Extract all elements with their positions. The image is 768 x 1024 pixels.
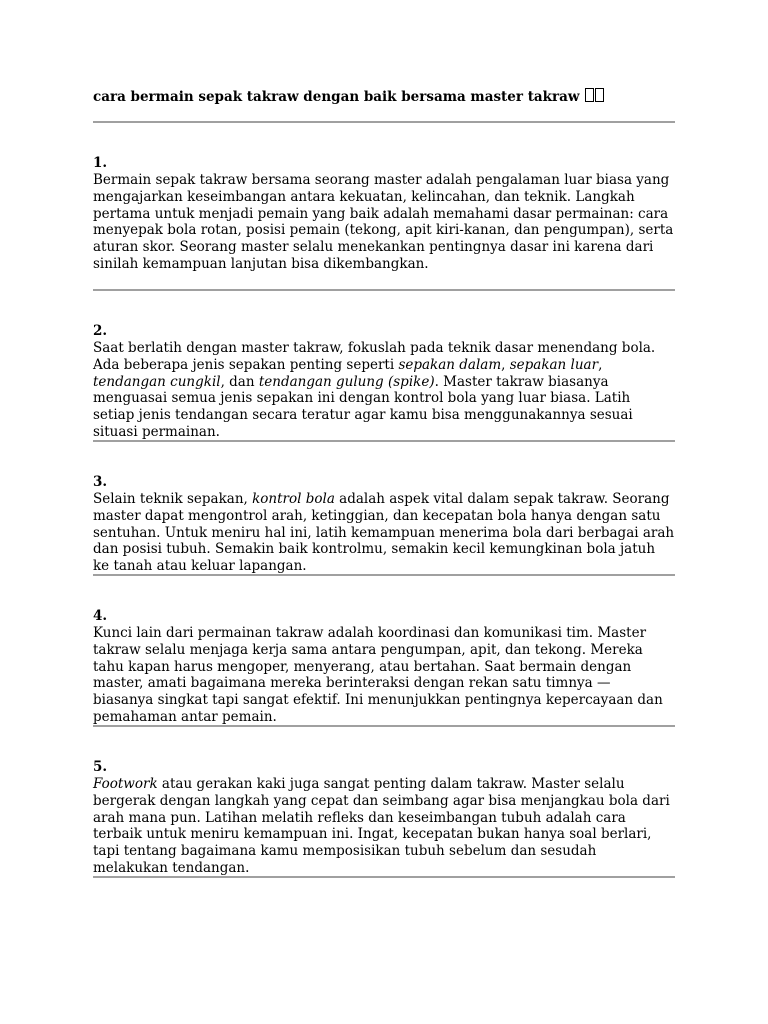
document-title (93, 88, 675, 106)
missing-glyph-box-icon (585, 88, 594, 102)
divider (93, 876, 675, 878)
text-run: . Master takraw biasanya menguasai semua jenis sepakan ini dengan kontrol bola yang luar biasa. Latih setiap jenis tendangan secara teratur agar kamu bisa menggunakannya sesuai situasi permainan. (93, 373, 633, 440)
text-run: , (501, 356, 510, 373)
divider (93, 440, 675, 442)
section-number: 4. (93, 608, 108, 624)
section-1 (93, 155, 675, 273)
section-text: Kunci lain dari permainan takraw adalah koordinasi dan komunikasi tim. Master takraw selalu menjaga kerja sama antara pengumpan, apit, dan tekong. Mereka tahu kapan harus mengoper, menyerang, atau bertahan. Saat bermain dengan master, amati bagaimana mereka berinteraksi dengan rekan satu timnya — biasanya singkat tapi sangat efektif. Ini menunjukkan pentingnya kepercayaan dan pemahaman antar pemain. (93, 625, 663, 725)
divider (93, 725, 675, 727)
divider (93, 121, 675, 123)
italic-term: tendangan gulung (spike) (258, 373, 435, 390)
missing-glyph-box-icon (595, 88, 604, 102)
section-number: 3. (93, 474, 108, 490)
text-run: , (598, 356, 603, 373)
text-run: atau gerakan kaki juga sangat penting dalam takraw. Master selalu bergerak dengan langkah yang cepat dan seimbang agar bisa menjangkau bola dari arah mana pun. Latihan melatih refleks dan keseimbangan tubuh adalah cara terbaik untuk meniru kemampuan ini. Ingat, kecepatan bukan hanya soal berlari, tapi tentang bagaimana kamu memposisikan tubuh sebelum dan sesudah melakukan tendangan. (93, 776, 670, 876)
italic-term: kontrol bola (252, 491, 335, 507)
italic-term: tendangan cungkil (93, 373, 221, 390)
section-2 (93, 323, 675, 441)
section-number: 1. (93, 155, 108, 171)
text-run: , dan (220, 373, 259, 390)
title-text: cara bermain sepak takraw dengan baik bersama master takraw (93, 89, 580, 105)
section-text: Bermain sepak takraw bersama seorang master adalah pengalaman luar biasa yang mengajarkan keseimbangan antara kekuatan, kelincahan, dan teknik. Langkah pertama untuk menjadi pemain yang baik adalah memahami dasar permainan: cara menyepak bola rotan, posisi pemain (tekong, apit kiri-kanan, dan pengumpan), serta aturan skor. Seorang master selalu menekankan pentingnya dasar ini karena dari sinilah kemampuan lanjutan bisa dikembangkan. (93, 172, 674, 272)
section-number: 5. (93, 759, 108, 775)
italic-term: sepakan dalam (398, 356, 502, 373)
section-4 (93, 608, 675, 726)
section-text (93, 491, 675, 575)
text-run: Saat berlatih dengan master takraw, fokuslah pada teknik dasar menendang bola. Ada beberapa jenis sepakan penting seperti (93, 340, 656, 373)
section-3 (93, 474, 675, 575)
section-text (93, 776, 675, 877)
section-number: 2. (93, 323, 108, 339)
divider (93, 574, 675, 576)
text-run: Selain teknik sepakan, (93, 491, 253, 507)
italic-term: sepakan luar (509, 356, 599, 373)
text-run: adalah aspek vital dalam sepak takraw. Seorang master dapat mengontrol arah, ketinggian, dan kecepatan bola hanya dengan satu sentuhan. Untuk meniru hal ini, latih kemampuan menerima bola dari berbagai arah dan posisi tubuh. Semakin baik kontrolmu, semakin kecil kemungkinan bola jatuh ke tanah atau keluar lapangan. (93, 491, 675, 575)
italic-term: Footwork (93, 776, 158, 792)
section-5 (93, 759, 675, 877)
divider (93, 289, 675, 291)
section-text (93, 340, 675, 441)
